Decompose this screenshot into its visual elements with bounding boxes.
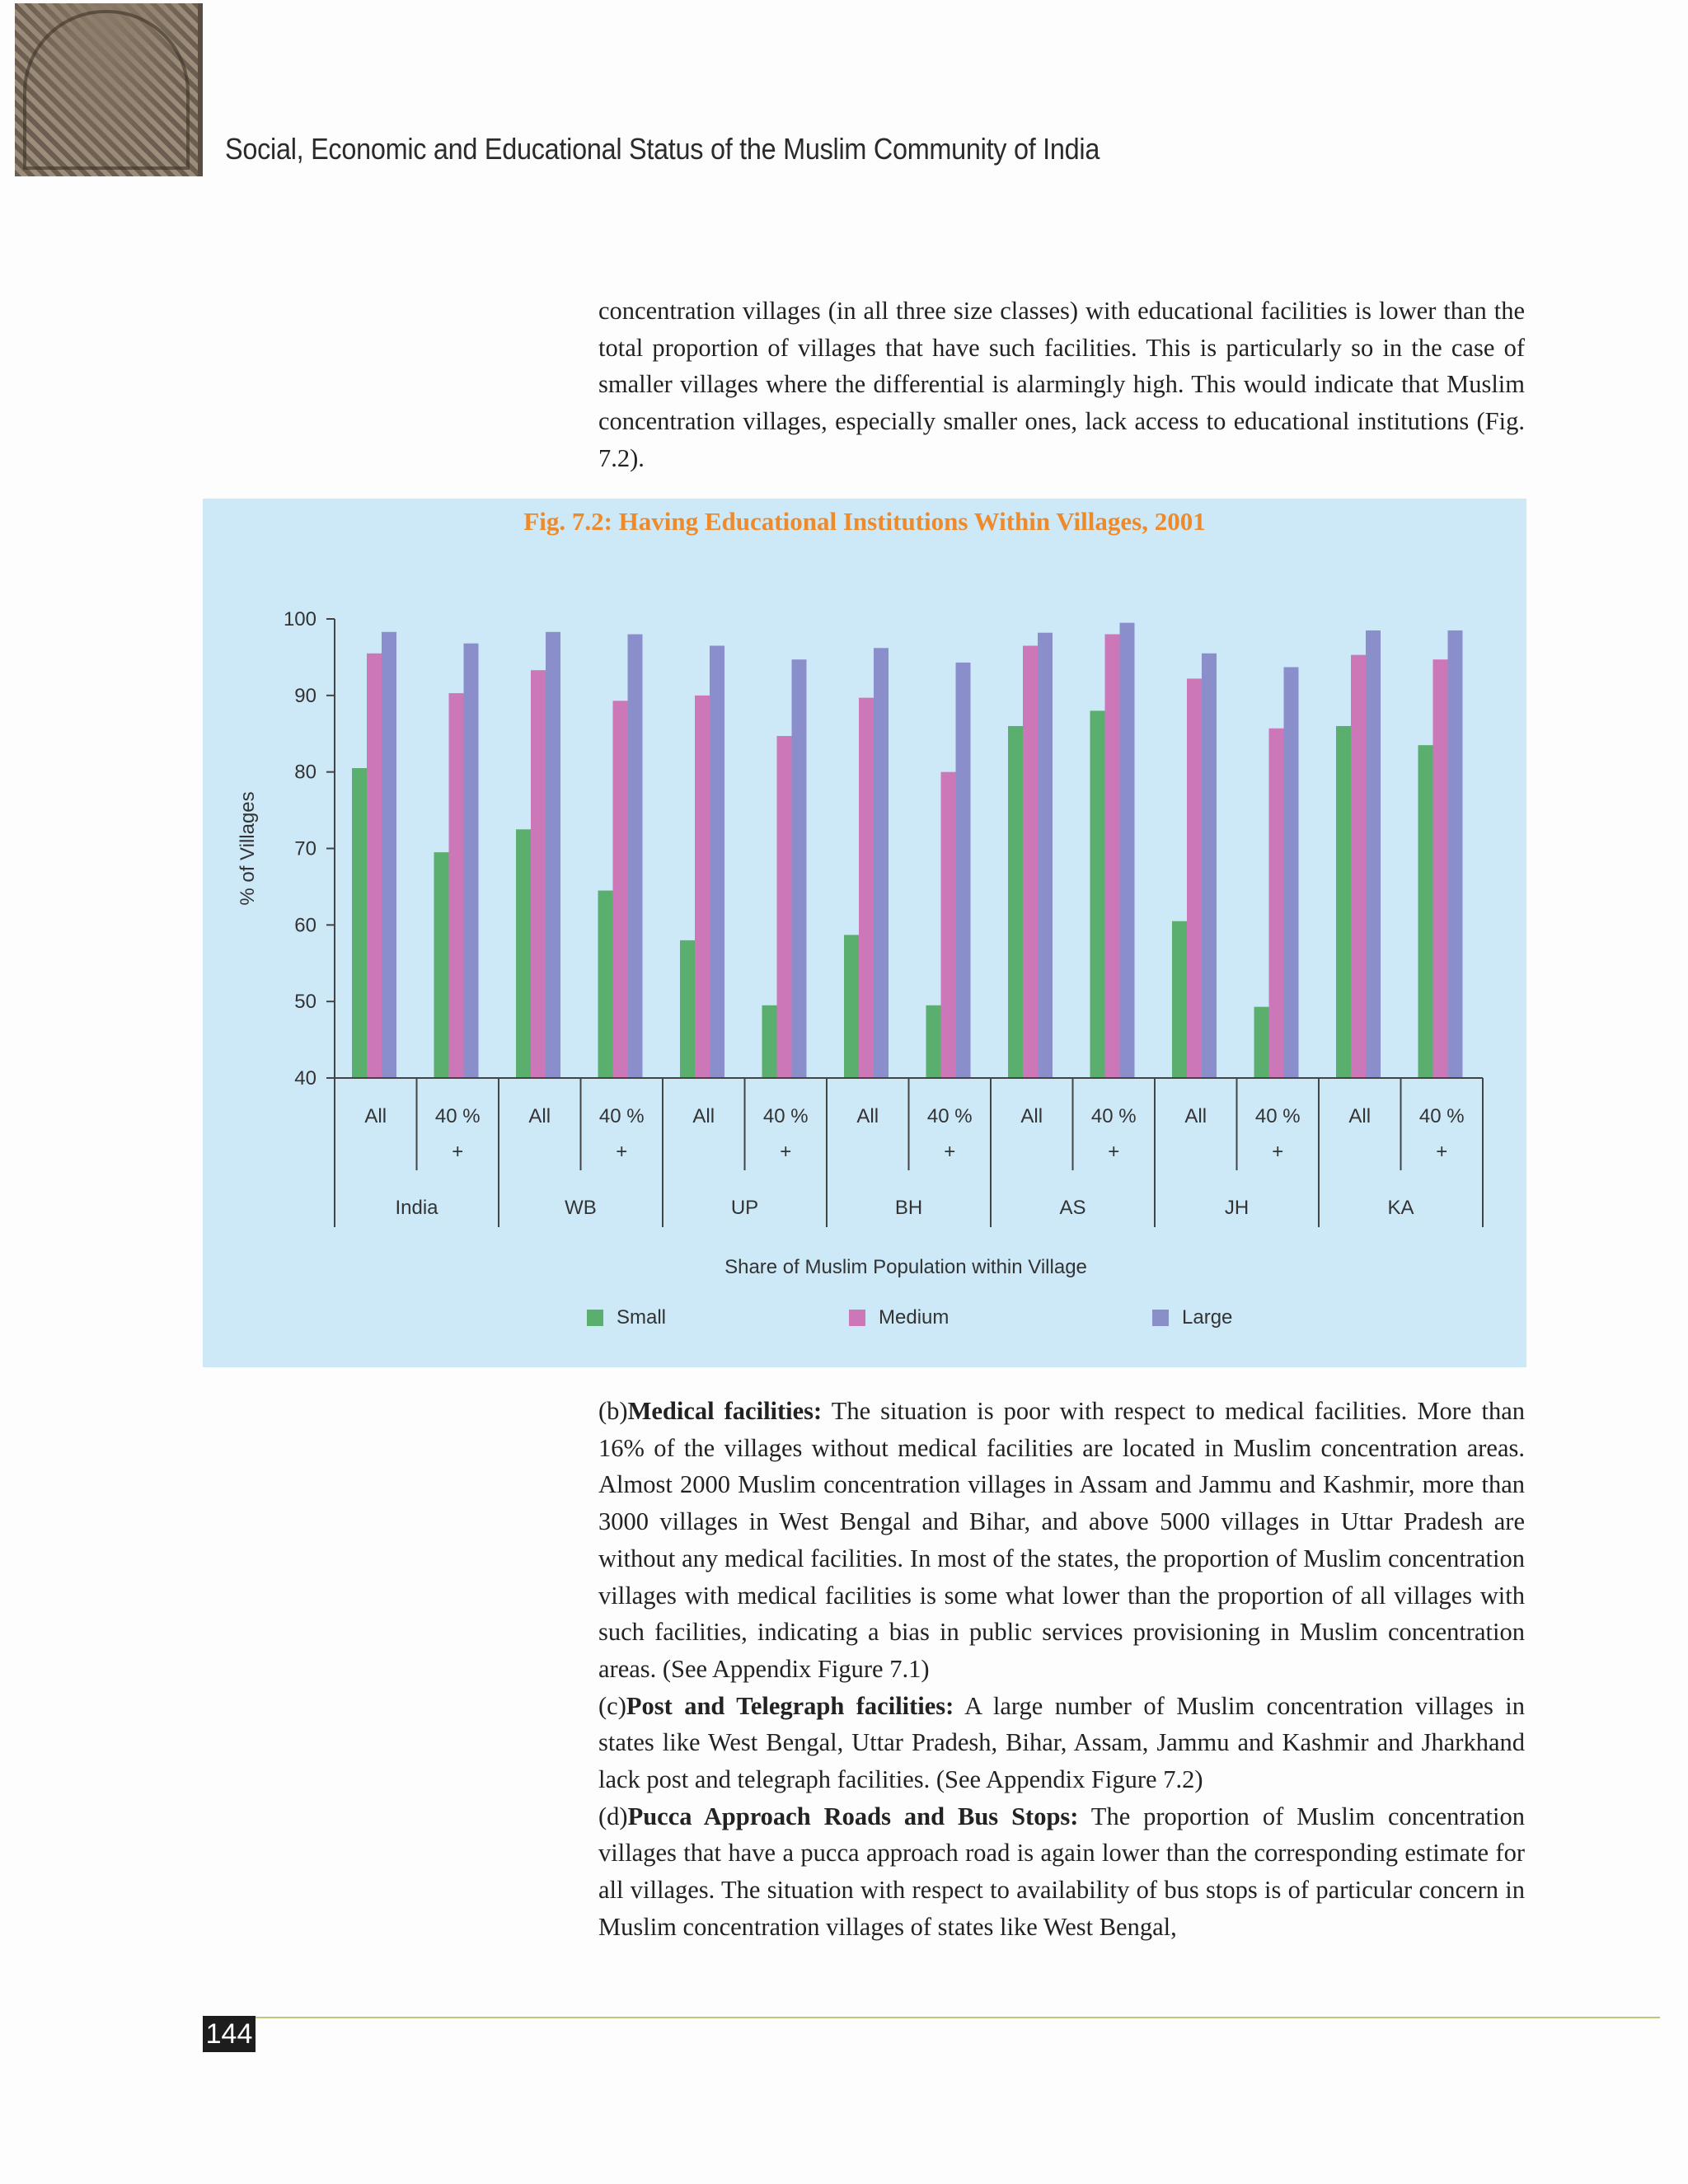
bar-small-2 [434, 852, 449, 1078]
paragraph-intro-text: concentration villages (in all three size classes) with educational facilities is lower than the total proportion of villages that have such facilities. This is particularly so in the case of smaller villages where the differential is alarmingly high. This would indicate that Muslim concentration villages, especially smaller ones, lack access to educational institutions (Fig. 7.2). [598, 297, 1525, 472]
bar-small-4 [598, 891, 613, 1078]
bar-large-12 [1284, 667, 1299, 1078]
x-tick-label-11: All [1184, 1105, 1207, 1127]
footer-rule [252, 2017, 1660, 2018]
paragraph-medical [598, 1393, 1525, 1688]
legend-label-small: Small [617, 1306, 667, 1329]
bar-medium-14 [1433, 659, 1448, 1078]
y-axis-title: % of Villages [237, 791, 259, 906]
bar-large-14 [1448, 630, 1463, 1078]
legend-swatch-small [587, 1310, 603, 1326]
group-label-ka: KA [1387, 1197, 1414, 1219]
heading-roads: Pucca Approach Roads and Bus Stops: [627, 1802, 1079, 1830]
heading-medical: Medical facilities: [627, 1397, 823, 1425]
x-tick-label-8: 40 % [926, 1105, 973, 1127]
bar-medium-5 [695, 696, 710, 1078]
figure-7-2 [203, 499, 1526, 1367]
group-label-jh: JH [1224, 1197, 1250, 1219]
bar-large-13 [1366, 630, 1381, 1078]
bar-large-2 [464, 644, 479, 1078]
x-tick-plus-14: + [1436, 1141, 1448, 1163]
bar-small-8 [926, 1005, 941, 1078]
x-tick-label-3: All [528, 1105, 551, 1127]
y-tick-label-40: 40 [294, 1067, 316, 1090]
bar-medium-10 [1105, 635, 1120, 1078]
legend-item-small [587, 1306, 666, 1329]
x-tick-label-12: 40 % [1254, 1105, 1301, 1127]
group-label-bh: BH [894, 1197, 923, 1219]
figure-title: Fig. 7.2: Having Educational Institutions Within Villages, 2001 [523, 507, 1206, 536]
bar-large-11 [1202, 654, 1217, 1078]
bar-medium-8 [941, 772, 956, 1078]
bar-small-1 [352, 768, 367, 1078]
bar-large-9 [1038, 633, 1053, 1078]
text-post: A large number of Muslim concentration villages in states like West Bengal, Uttar Pradesh, Bihar, Assam, Jammu and Kashmir and Jharkhand lack post and telegraph facilities. (See Appendix Figure 7.2) [598, 1691, 1525, 1794]
bar-large-10 [1120, 623, 1135, 1078]
x-tick-label-10: 40 % [1090, 1105, 1137, 1127]
bar-medium-12 [1269, 729, 1284, 1078]
page-number: 144 [203, 2016, 256, 2052]
x-tick-label-14: 40 % [1418, 1105, 1465, 1127]
label-b: (b) [598, 1397, 628, 1425]
bar-medium-6 [777, 736, 792, 1078]
legend-label-large: Large [1182, 1306, 1233, 1329]
group-label-up: UP [730, 1197, 759, 1219]
paragraph-post [598, 1688, 1525, 1798]
bar-medium-7 [859, 698, 874, 1078]
paragraph-roads [598, 1798, 1525, 1946]
text-roads: The proportion of Muslim concentration villages that have a pucca approach road is again lower than the corresponding estimate for all villages. The situation with respect to availability of bus stops is of particular concern in Muslim concentration villages of states like West Bengal, [598, 1802, 1525, 1941]
bar-small-6 [762, 1005, 777, 1078]
bar-medium-2 [449, 693, 464, 1078]
bar-chart [203, 499, 1526, 1367]
bar-large-5 [710, 645, 724, 1078]
bar-large-3 [546, 632, 560, 1078]
bar-large-4 [628, 635, 643, 1078]
paragraph-body [598, 1393, 1525, 1946]
label-c: (c) [598, 1691, 626, 1720]
bar-small-12 [1254, 1007, 1269, 1078]
bar-small-5 [680, 940, 695, 1078]
x-tick-label-13: All [1348, 1105, 1372, 1127]
bar-small-13 [1336, 726, 1351, 1078]
x-tick-plus-12: + [1272, 1141, 1284, 1163]
bar-large-6 [792, 659, 807, 1078]
legend-swatch-medium [849, 1310, 865, 1326]
x-tick-plus-8: + [944, 1141, 956, 1163]
legend-item-medium [849, 1306, 949, 1329]
text-medical: The situation is poor with respect to medical facilities. More than 16% of the villages without medical facilities are located in Muslim concentration areas. Almost 2000 Muslim concentration villages in Assam and Jammu and Kashmir, more than 3000 villages in West Bengal and Bihar, and above 5000 villages in Uttar Pradesh are without any medical facilities. In most of the states, the proportion of Muslim concentration villages with medical facilities is some what lower than the proportion of all villages with such facilities, indicating a bias in public services provisioning in Muslim concentration areas. (See Appendix Figure 7.1) [598, 1397, 1525, 1683]
bar-small-9 [1008, 726, 1023, 1078]
group-label-as: AS [1059, 1197, 1086, 1219]
bar-small-3 [516, 829, 531, 1078]
bar-small-7 [844, 935, 859, 1078]
heading-post: Post and Telegraph facilities: [626, 1691, 954, 1720]
x-tick-label-1: All [364, 1105, 387, 1127]
running-head: Social, Economic and Educational Status of the Muslim Community of India [225, 132, 1100, 166]
group-label-india: India [395, 1197, 438, 1219]
y-tick-label-100: 100 [283, 608, 316, 630]
bar-large-1 [382, 632, 396, 1078]
x-tick-label-2: 40 % [434, 1105, 481, 1127]
y-tick-label-70: 70 [294, 837, 316, 860]
bar-large-8 [956, 663, 971, 1078]
x-tick-plus-6: + [780, 1141, 792, 1163]
bar-small-10 [1090, 710, 1105, 1078]
bar-medium-11 [1187, 678, 1202, 1078]
bar-medium-4 [613, 701, 628, 1078]
paragraph-intro [598, 293, 1525, 477]
legend-label-medium: Medium [879, 1306, 950, 1329]
y-tick-label-90: 90 [294, 684, 316, 707]
axes-layer [326, 619, 1483, 1227]
bar-medium-9 [1023, 645, 1038, 1078]
bar-small-14 [1418, 745, 1433, 1078]
legend-item-large [1152, 1306, 1232, 1329]
bar-large-7 [874, 648, 889, 1078]
y-tick-label-50: 50 [294, 991, 316, 1014]
bars-layer [352, 623, 1463, 1078]
header-decorative-image [15, 3, 203, 176]
x-tick-plus-10: + [1108, 1141, 1120, 1163]
bar-medium-1 [367, 654, 382, 1078]
legend-swatch-large [1152, 1310, 1169, 1326]
x-tick-plus-2: + [452, 1141, 464, 1163]
x-tick-label-5: All [692, 1105, 715, 1127]
y-tick-label-80: 80 [294, 761, 316, 784]
x-tick-label-9: All [1020, 1105, 1043, 1127]
x-tick-plus-4: + [616, 1141, 628, 1163]
x-axis-title: Share of Muslim Population within Village [724, 1256, 1087, 1278]
bar-small-11 [1172, 921, 1187, 1078]
label-d: (d) [598, 1802, 628, 1830]
y-tick-label-60: 60 [294, 914, 316, 937]
bar-medium-13 [1351, 655, 1366, 1078]
chart-legend [203, 1306, 1526, 1336]
x-tick-label-7: All [856, 1105, 879, 1127]
bar-medium-3 [531, 670, 546, 1078]
x-tick-label-4: 40 % [598, 1105, 645, 1127]
x-tick-label-6: 40 % [762, 1105, 809, 1127]
group-label-wb: WB [565, 1197, 597, 1219]
